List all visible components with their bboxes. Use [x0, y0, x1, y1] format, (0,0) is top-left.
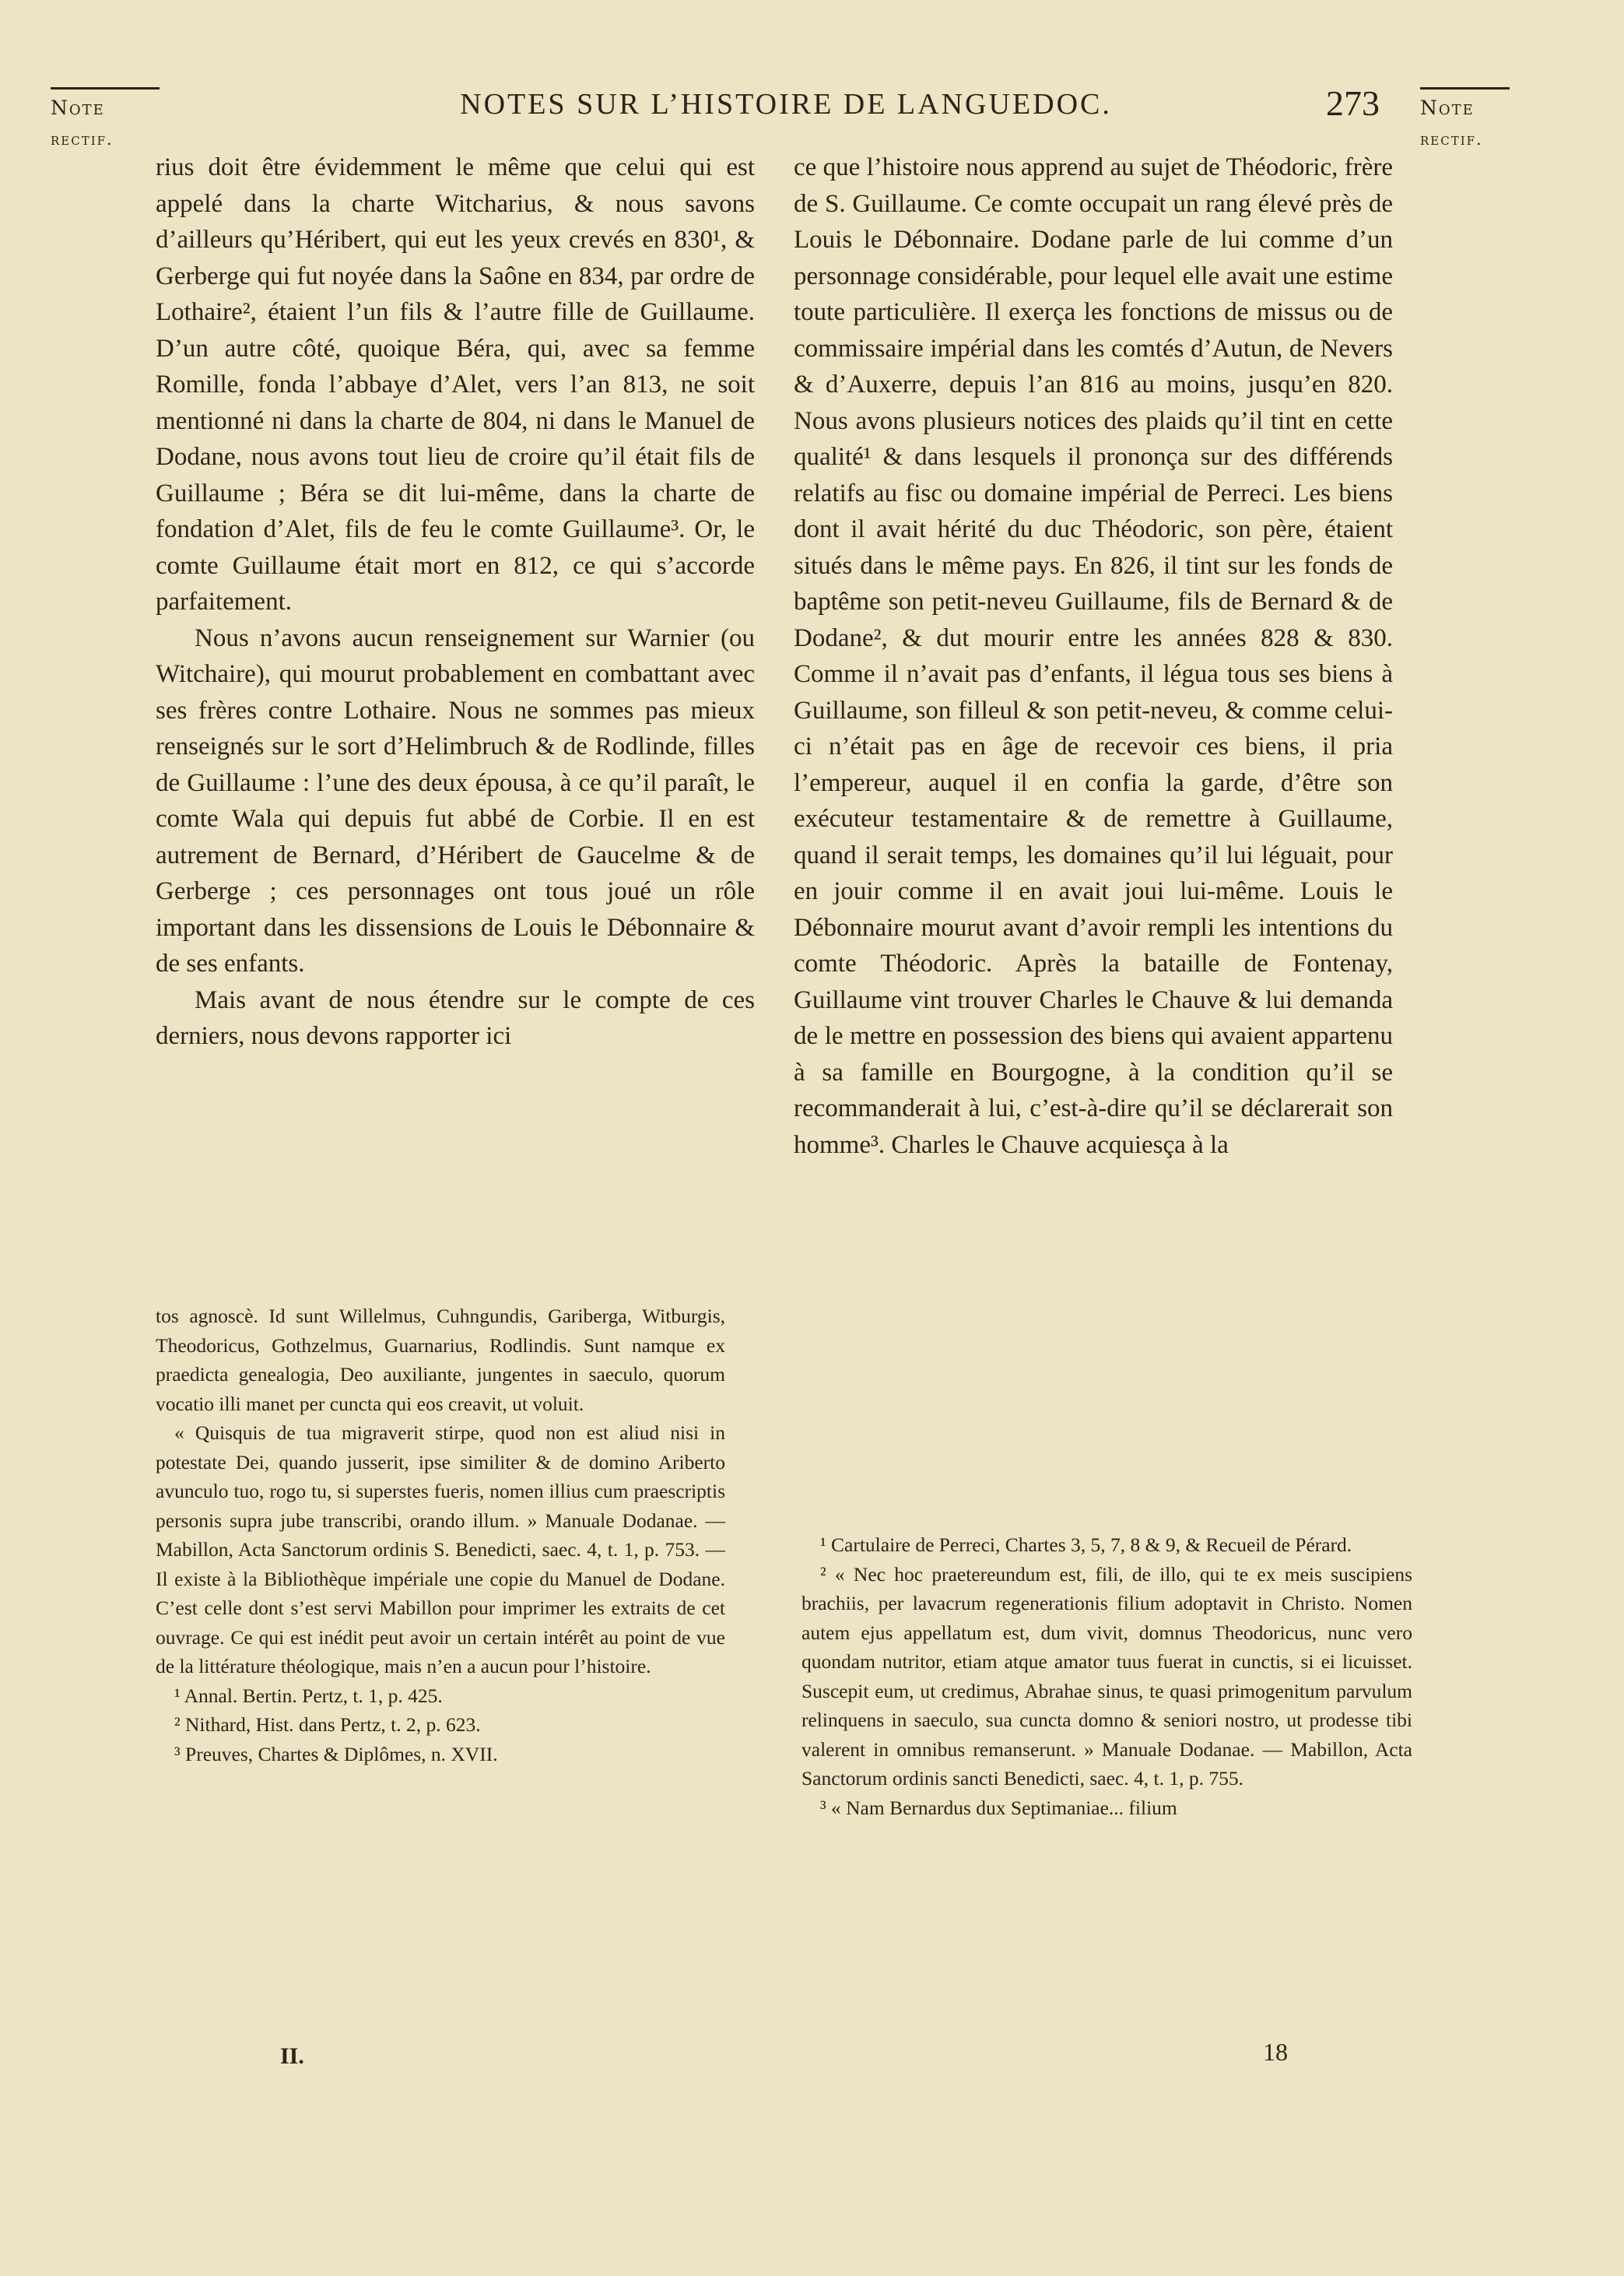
footnote: ¹ Annal. Bertin. Pertz, t. 1, p. 425. [174, 1684, 443, 1707]
margin-note-rule [51, 87, 160, 90]
footnote: ³ Preuves, Chartes & Diplômes, n. XVII. [174, 1742, 498, 1765]
margin-note-rule [1420, 87, 1510, 90]
footnote: ³ « Nam Bernardus dux Septimaniae... filium [820, 1796, 1177, 1819]
right-column-body [794, 149, 1393, 1163]
margin-note-word: Note [1420, 97, 1475, 119]
margin-note-word: Note [51, 97, 105, 119]
body-paragraph: ce que l’histoire nous apprend au sujet de Théodoric, frère de S. Guillaume. Ce comte occupait un rang élevé près de Louis le Débonnaire. Dodane parle de lui comme d’un personnage considérable, pour lequel elle avait une estime toute particulière. Il exerça les fonctions de missus ou de commissaire impérial dans les comtés d’Autun, de Nevers & d’Auxerre, depuis l’an 816 au moins, jusqu’en 820. Nous avons plusieurs notices des plaids qu’il tint en cette qualité¹ & dans lesquels il prononça sur des différends relatifs au fisc ou domaine impérial de Perreci. Les biens dont il avait hérité du duc Théodoric, son père, étaient situés dans le même pays. En 826, il tint sur les fonds de baptême son petit-neveu Guillaume, fils de Bernard & de Dodane², & dut mourir entre les années 828 & 830. Comme il n’avait pas d’enfants, il légua tous ses biens à Guillaume, son filleul & son petit-neveu, & comme celui-ci n’était pas en âge de recevoir ces biens, il pria l’empereur, auquel il en confia la garde, d’être son exécuteur testamentaire & de remettre à Guillaume, quand il serait temps, les domaines qu’il lui léguait, pour en jouir comme il en avait joui lui-même. Louis le Débonnaire mourut avant d’avoir rempli les intentions du comte Théodoric. Après la bataille de Fontenay, Guillaume vint trouver Charles le Chauve & lui demanda de le mettre en possession des biens qui avaient appartenu à sa famille en Bourgogne, à la condition qu’il se recommanderait à lui, c’est-à-dire qu’il se déclarerait son homme³. Charles le Chauve acquiesça à la [794, 153, 1393, 1159]
body-paragraph: rius doit être évidemment le même que celui qui est appelé dans la charte Witcharius, & nous savons d’ailleurs qu’Héribert, qui eut les yeux crevés en 830¹, & Gerberge qui fut noyée dans la Saône en 834, par ordre de Lothaire², étaient l’un fils & l’autre fille de Guillaume. D’un autre côté, quoique Béra, qui, avec sa femme Romille, fonda l’abbaye d’Alet, vers l’an 813, ne soit mentionné ni dans la charte de 804, ni dans le Manuel de Dodane, nous avons tout lieu de croire qu’il était fils de Guillaume ; Béra se dit lui-même, dans la charte de fondation d’Alet, fils de feu le comte Guillaume³. Or, le comte Guillaume était mort en 812, ce qui s’accorde parfaitement. [156, 153, 755, 616]
margin-note-word: rectif. [1420, 130, 1483, 149]
left-column-body [156, 149, 755, 1055]
margin-note-word: rectif. [51, 130, 114, 149]
signature-number: 18 [1263, 2038, 1288, 2066]
left-footnotes [156, 1301, 725, 1768]
margin-note-left [8, 87, 125, 155]
right-footnotes [801, 1530, 1412, 1822]
footnote: « Quisquis de tua migraverit stirpe, quod non est aliud nisi in potestate Dei, quando jusserit, ipse similiter & de domino Ariberto avunculo tuo, rogo tu, si superstes fueris, nomen illius cum praescriptis personis supra jube transcribi, orando illum. » Manuale Dodanae. — Mabillon, Acta Sanctorum ordinis S. Benedicti, saec. 4, t. 1, p. 753. — Il existe à la Bibliothèque impériale une copie du Manuel de Dodane. C’est celle dont s’est servi Mabillon pour imprimer les extraits de cet ouvrage. Ce qui est inédit peut avoir un certain intérêt au point de vue de la littérature théologique, mais n’en a aucun pour l’histoire. [156, 1421, 725, 1677]
footnote: tos agnoscè. Id sunt Willelmus, Cuhngundis, Gariberga, Witburgis, Theodoricus, Gothzelmus, Guarnarius, Rodlindis. Sunt namque ex praedicta genealogia, Deo auxiliante, jungentes in saeculo, quorum vocatio illi manet per cuncta qui eos creavit, ut voluit. [156, 1305, 725, 1415]
footnote: ¹ Cartulaire de Perreci, Chartes 3, 5, 7, 8 & 9, & Recueil de Pérard. [820, 1533, 1352, 1556]
body-paragraph: Nous n’avons aucun renseignement sur Warnier (ou Witchaire), qui mourut probablement en combattant avec ses frères contre Lothaire. Nous ne sommes pas mieux renseignés sur le sort d’Helimbruch & de Rodlinde, filles de Guillaume : l’une des deux épousa, à ce qu’il paraît, le comte Wala qui depuis fut abbé de Corbie. Il en est autrement de Bernard, d’Héribert de Gaucelme & de Gerberge ; ces personnages ont tous joué un rôle important dans les dissensions de Louis le Débonnaire & de ses enfants. [156, 623, 755, 978]
page-number: 273 [1326, 83, 1380, 123]
footnote: ² Nithard, Hist. dans Pertz, t. 2, p. 623. [174, 1713, 481, 1736]
running-title: NOTES SUR L’HISTOIRE DE LANGUEDOC. [460, 88, 1112, 121]
footnote: ² « Nec hoc praetereundum est, fili, de illo, qui te ex meis suscipiens brachiis, per lavacrum regenerationis filium adoptavit in Christo. Nomen autem ejus appellatum est, dum vivit, domnus Theodoricus, nunc vero quondam nutritor, etiam atque amator tuus fuerat in cunctis, si ei licuisset. Suscepit eum, ut credimus, Abrahae sinus, te quasi primogenitum parvulum relinquens in saeculo, sua cuncta domno & seniori nostro, ut prodesse tibi valerent in omnibus remanserunt. » Manuale Dodanae. — Mabillon, Acta Sanctorum ordinis sancti Benedicti, saec. 4, t. 1, p. 755. [801, 1562, 1412, 1790]
margin-note-right [1403, 87, 1543, 155]
body-paragraph: Mais avant de nous étendre sur le compte de ces derniers, nous devons rapporter ici [156, 985, 755, 1050]
signature-mark: II. [280, 2043, 304, 2069]
